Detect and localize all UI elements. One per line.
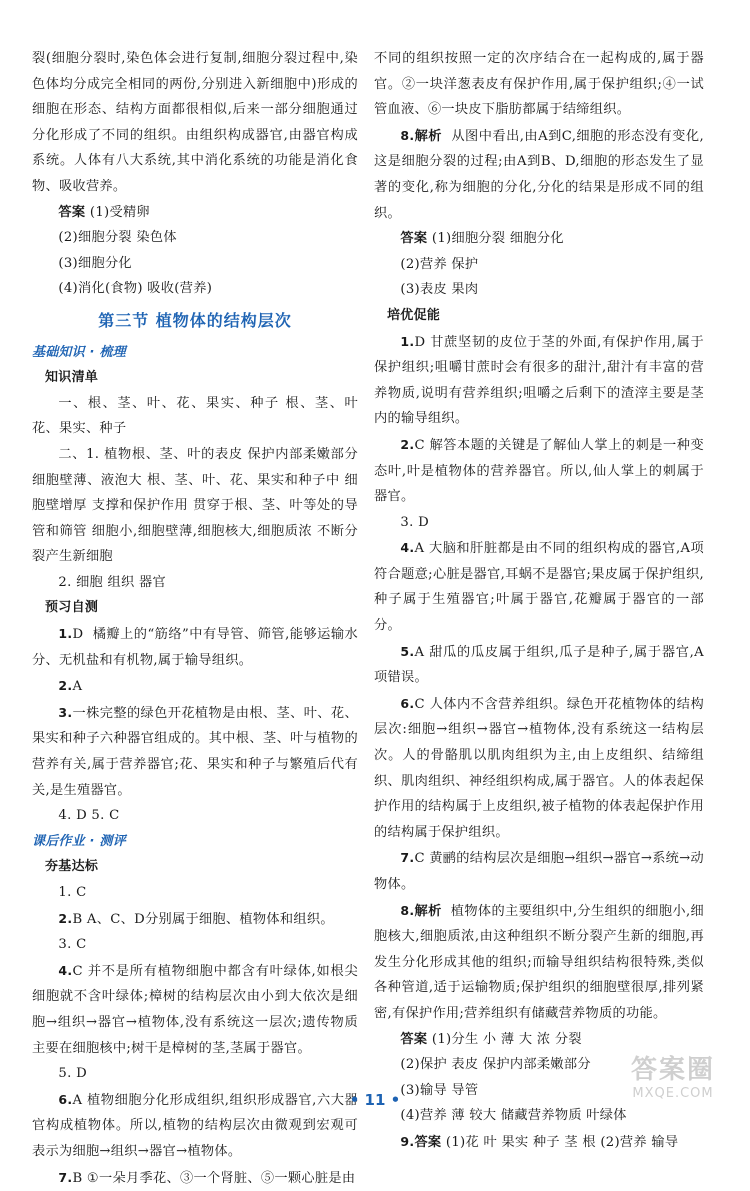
knowledge-item: 二、1. 植物根、茎、叶的表皮 保护内部柔嫩部分 细胞壁薄、液泡大 根、茎、叶、花、果实和种子中 细胞壁增厚 支撑和保护作用 贯穿于根、茎、叶等处的导管和筛管 细胞小,细胞壁薄,细胞核大,细胞质浓 不断分裂产生新细胞 bbox=[32, 446, 358, 565]
item-text: C 解答本题的关键是了解仙人掌上的刺是一种变态叶,叶是植物体的营养器官。所以,仙人掌上的刺属于器官。 bbox=[374, 437, 704, 505]
item-number: 2. bbox=[58, 910, 73, 926]
exercise-item bbox=[374, 535, 704, 638]
answer-line: (2)细胞分裂 染色体 bbox=[58, 230, 177, 246]
answer-line: (2)保护 表皮 保护内部柔嫩部分 bbox=[400, 1057, 591, 1073]
exercise-item bbox=[374, 329, 704, 432]
exercise-item: 1. C bbox=[58, 885, 87, 900]
answer-label: 答案 bbox=[400, 1031, 428, 1047]
item-number: 1. bbox=[58, 626, 73, 642]
section-title: 第三节 植物体的结构层次 bbox=[98, 310, 292, 330]
subheading-knowledge-list: 知识清单 bbox=[45, 370, 99, 386]
right-column bbox=[374, 46, 704, 1156]
answer-line: (1)受精卵 bbox=[89, 204, 150, 220]
watermark-logo bbox=[614, 1049, 732, 1113]
knowledge-item: 2. 细胞 组织 器官 bbox=[58, 574, 166, 590]
exercise-item bbox=[374, 1129, 704, 1156]
item-number: 6. bbox=[400, 695, 415, 711]
continued-paragraph: 不同的组织按照一定的次序结合在一起构成的,属于器官。②一块洋葱表皮有保护作用,属于保护组织;④一试管血液、⑥一块皮下脂肪都属于结缔组织。 bbox=[374, 51, 704, 118]
item-number: 9. bbox=[400, 1133, 415, 1149]
answer-line: (3)表皮 果肉 bbox=[400, 282, 479, 298]
preview-item: 4. D 5. C bbox=[58, 808, 120, 824]
answer-line: (1)分生 小 薄 大 浓 分裂 bbox=[431, 1031, 582, 1047]
page-number: • 11 • bbox=[349, 1091, 401, 1109]
item-text: B ①一朵月季花、③一个肾脏、⑤一颗心脏是由 bbox=[72, 1170, 356, 1186]
item-text: C 黄鹂的结构层次是细胞→组织→器官→系统→动物体。 bbox=[374, 851, 705, 892]
exercise-item bbox=[374, 432, 704, 510]
subheading-improve: 培优促能 bbox=[387, 307, 441, 323]
answer-label: 答案 bbox=[400, 231, 428, 247]
exercise-item bbox=[374, 639, 704, 691]
analysis-label: 解析 bbox=[414, 903, 442, 919]
answer-line: (4)营养 薄 较大 储藏营养物质 叶绿体 bbox=[400, 1108, 627, 1124]
item-text: 植物体的主要组织中,分生组织的细胞小,细胞核大,细胞质浓,由这种组织不断分裂产生新的细胞,再发生分化形成其他的组织;而输导组织结构很特殊,类似各种管道,适于运输物质;保护组织的细胞壁很厚,排列紧密,有保护作用;营养组织有储藏营养物质的功能。 bbox=[374, 903, 705, 1021]
subheading-preview-test: 预习自测 bbox=[45, 600, 99, 616]
item-text: A 大脑和肝脏都是由不同的组织构成的器官,A项符合题意;心脏是器官,耳蜗不是器官;果皮属于保护组织,种子属于生殖器官;叶属于器官,花瓣属于器官的一部分。 bbox=[374, 541, 704, 634]
exercise-item bbox=[374, 845, 704, 897]
answer-block bbox=[32, 200, 358, 226]
exercise-item: 3. D bbox=[400, 514, 429, 530]
answer-line: (3)输导 导管 bbox=[400, 1082, 479, 1098]
item-number: 2. bbox=[58, 678, 73, 694]
answer-line: (2)营养 保护 bbox=[400, 256, 479, 272]
item-number: 1. bbox=[400, 333, 415, 349]
answer-line: (1)细胞分裂 细胞分化 bbox=[431, 231, 564, 247]
exercise-item bbox=[32, 958, 358, 1061]
answer-label: 答案 bbox=[58, 204, 86, 220]
intro-paragraph: 裂(细胞分裂时,染色体会进行复制,细胞分裂过程中,染色体均分成完全相同的两份,分别进入新细胞中)形成的细胞在形态、结构方面都很相似,后来一部分细胞通过分化形成了不同的组织。由组织构成器官,由器官构成系统。人体有八大系统,其中消化系统的功能是消化食物、吸收营养。 bbox=[32, 51, 358, 194]
item-text: (1)花 叶 果实 种子 茎 根 (2)营养 输导 bbox=[445, 1134, 679, 1150]
item-number: 5. bbox=[400, 643, 415, 659]
subheading-basic: 夯基达标 bbox=[45, 859, 99, 875]
preview-item bbox=[32, 673, 358, 700]
exercise-item: 5. D bbox=[58, 1066, 87, 1082]
exercise-item bbox=[374, 691, 704, 846]
answer-block bbox=[374, 226, 704, 252]
heading-after-class: 课后作业 · 测评 bbox=[32, 833, 126, 849]
item-number: 3. bbox=[58, 704, 73, 720]
item-answer: D bbox=[72, 627, 84, 643]
left-column bbox=[32, 46, 358, 1191]
item-text: C 并不是所有植物细胞中都含有叶绿体,如根尖细胞就不含叶绿体;樟树的结构层次由小到大依次是细胞→组织→器官→植物体,没有系统这一层次;遗传物质主要在细胞核中;树干是樟树的茎,茎属于器官。 bbox=[32, 963, 358, 1056]
item-number: 6. bbox=[58, 1091, 73, 1107]
exercise-item bbox=[374, 123, 704, 226]
exercise-item bbox=[374, 898, 704, 1027]
watermark-text: 答案圈 bbox=[630, 1055, 715, 1085]
knowledge-item: 一、根、茎、叶、花、果实、种子 根、茎、叶 花、果实、种子 bbox=[32, 395, 358, 437]
exercise-item bbox=[32, 1165, 358, 1191]
item-number: 2. bbox=[400, 436, 415, 452]
item-text: 从图中看出,由A到C,细胞的形态没有变化,这是细胞分裂的过程;由A到B、D,细胞的形态发生了显著的变化,称为细胞的分化,分化的结果是形成不同的组织。 bbox=[374, 128, 704, 221]
item-answer: A bbox=[72, 679, 83, 695]
item-text: A 植物细胞分化形成组织,组织形成器官,六大器官构成植物体。所以,植物的结构层次由微观到宏观可表示为细胞→组织→器官→植物体。 bbox=[32, 1092, 358, 1159]
item-number: 8. bbox=[400, 902, 415, 918]
item-text: A 甜瓜的瓜皮属于组织,瓜子是种子,属于器官,A项错误。 bbox=[374, 644, 704, 686]
watermark-url: MXQE.COM bbox=[632, 1086, 714, 1101]
item-number: 7. bbox=[400, 850, 415, 866]
item-text: C 人体内不含营养组织。绿色开花植物体的结构层次:细胞→组织→器官→植物体,没有系统这一结构层次。人的骨骼肌以肌肉组织为主,由上皮组织、结缔组织、肌肉组织、神经组织构成,属于器官。人的体表起保护作用的结构属于上皮组织,被子植物的体表起保护作用的结构属于保护组织。 bbox=[374, 696, 704, 840]
answer-label: 答案 bbox=[414, 1134, 442, 1150]
exercise-item bbox=[32, 906, 358, 933]
item-number: 8. bbox=[400, 127, 415, 143]
exercise-item: 3. C bbox=[58, 937, 87, 953]
preview-item bbox=[32, 621, 358, 673]
item-text: 橘瓣上的“筋络”中有导管、筛管,能够运输水分、无机盐和有机物,属于输导组织。 bbox=[32, 627, 359, 668]
answer-line: (3)细胞分化 bbox=[58, 255, 132, 271]
item-text: D 甘蔗坚韧的皮位于茎的外面,有保护作用,属于保护组织;咀嚼甘蔗时会有很多的甜汁,甜汁有丰富的营养物质,说明有营养组织;咀嚼之后剩下的渣滓主要是茎内的输导组织。 bbox=[374, 334, 704, 427]
item-text: B A、C、D分别属于细胞、植物体和组织。 bbox=[72, 911, 334, 927]
analysis-label: 解析 bbox=[414, 128, 442, 144]
item-number: 7. bbox=[58, 1169, 73, 1185]
answer-line: (4)消化(食物) 吸收(营养) bbox=[58, 281, 213, 297]
item-number: 4. bbox=[400, 540, 415, 556]
preview-item bbox=[32, 700, 358, 803]
item-number: 4. bbox=[58, 962, 73, 978]
item-text: 一株完整的绿色开花植物是由根、茎、叶、花、果实和种子六种器官组成的。其中根、茎、叶与植物的营养有关,属于营养器官;花、果实和种子与繁殖后代有关,是生殖器官。 bbox=[32, 705, 358, 798]
heading-basic-knowledge: 基础知识 · 梳理 bbox=[32, 344, 126, 360]
